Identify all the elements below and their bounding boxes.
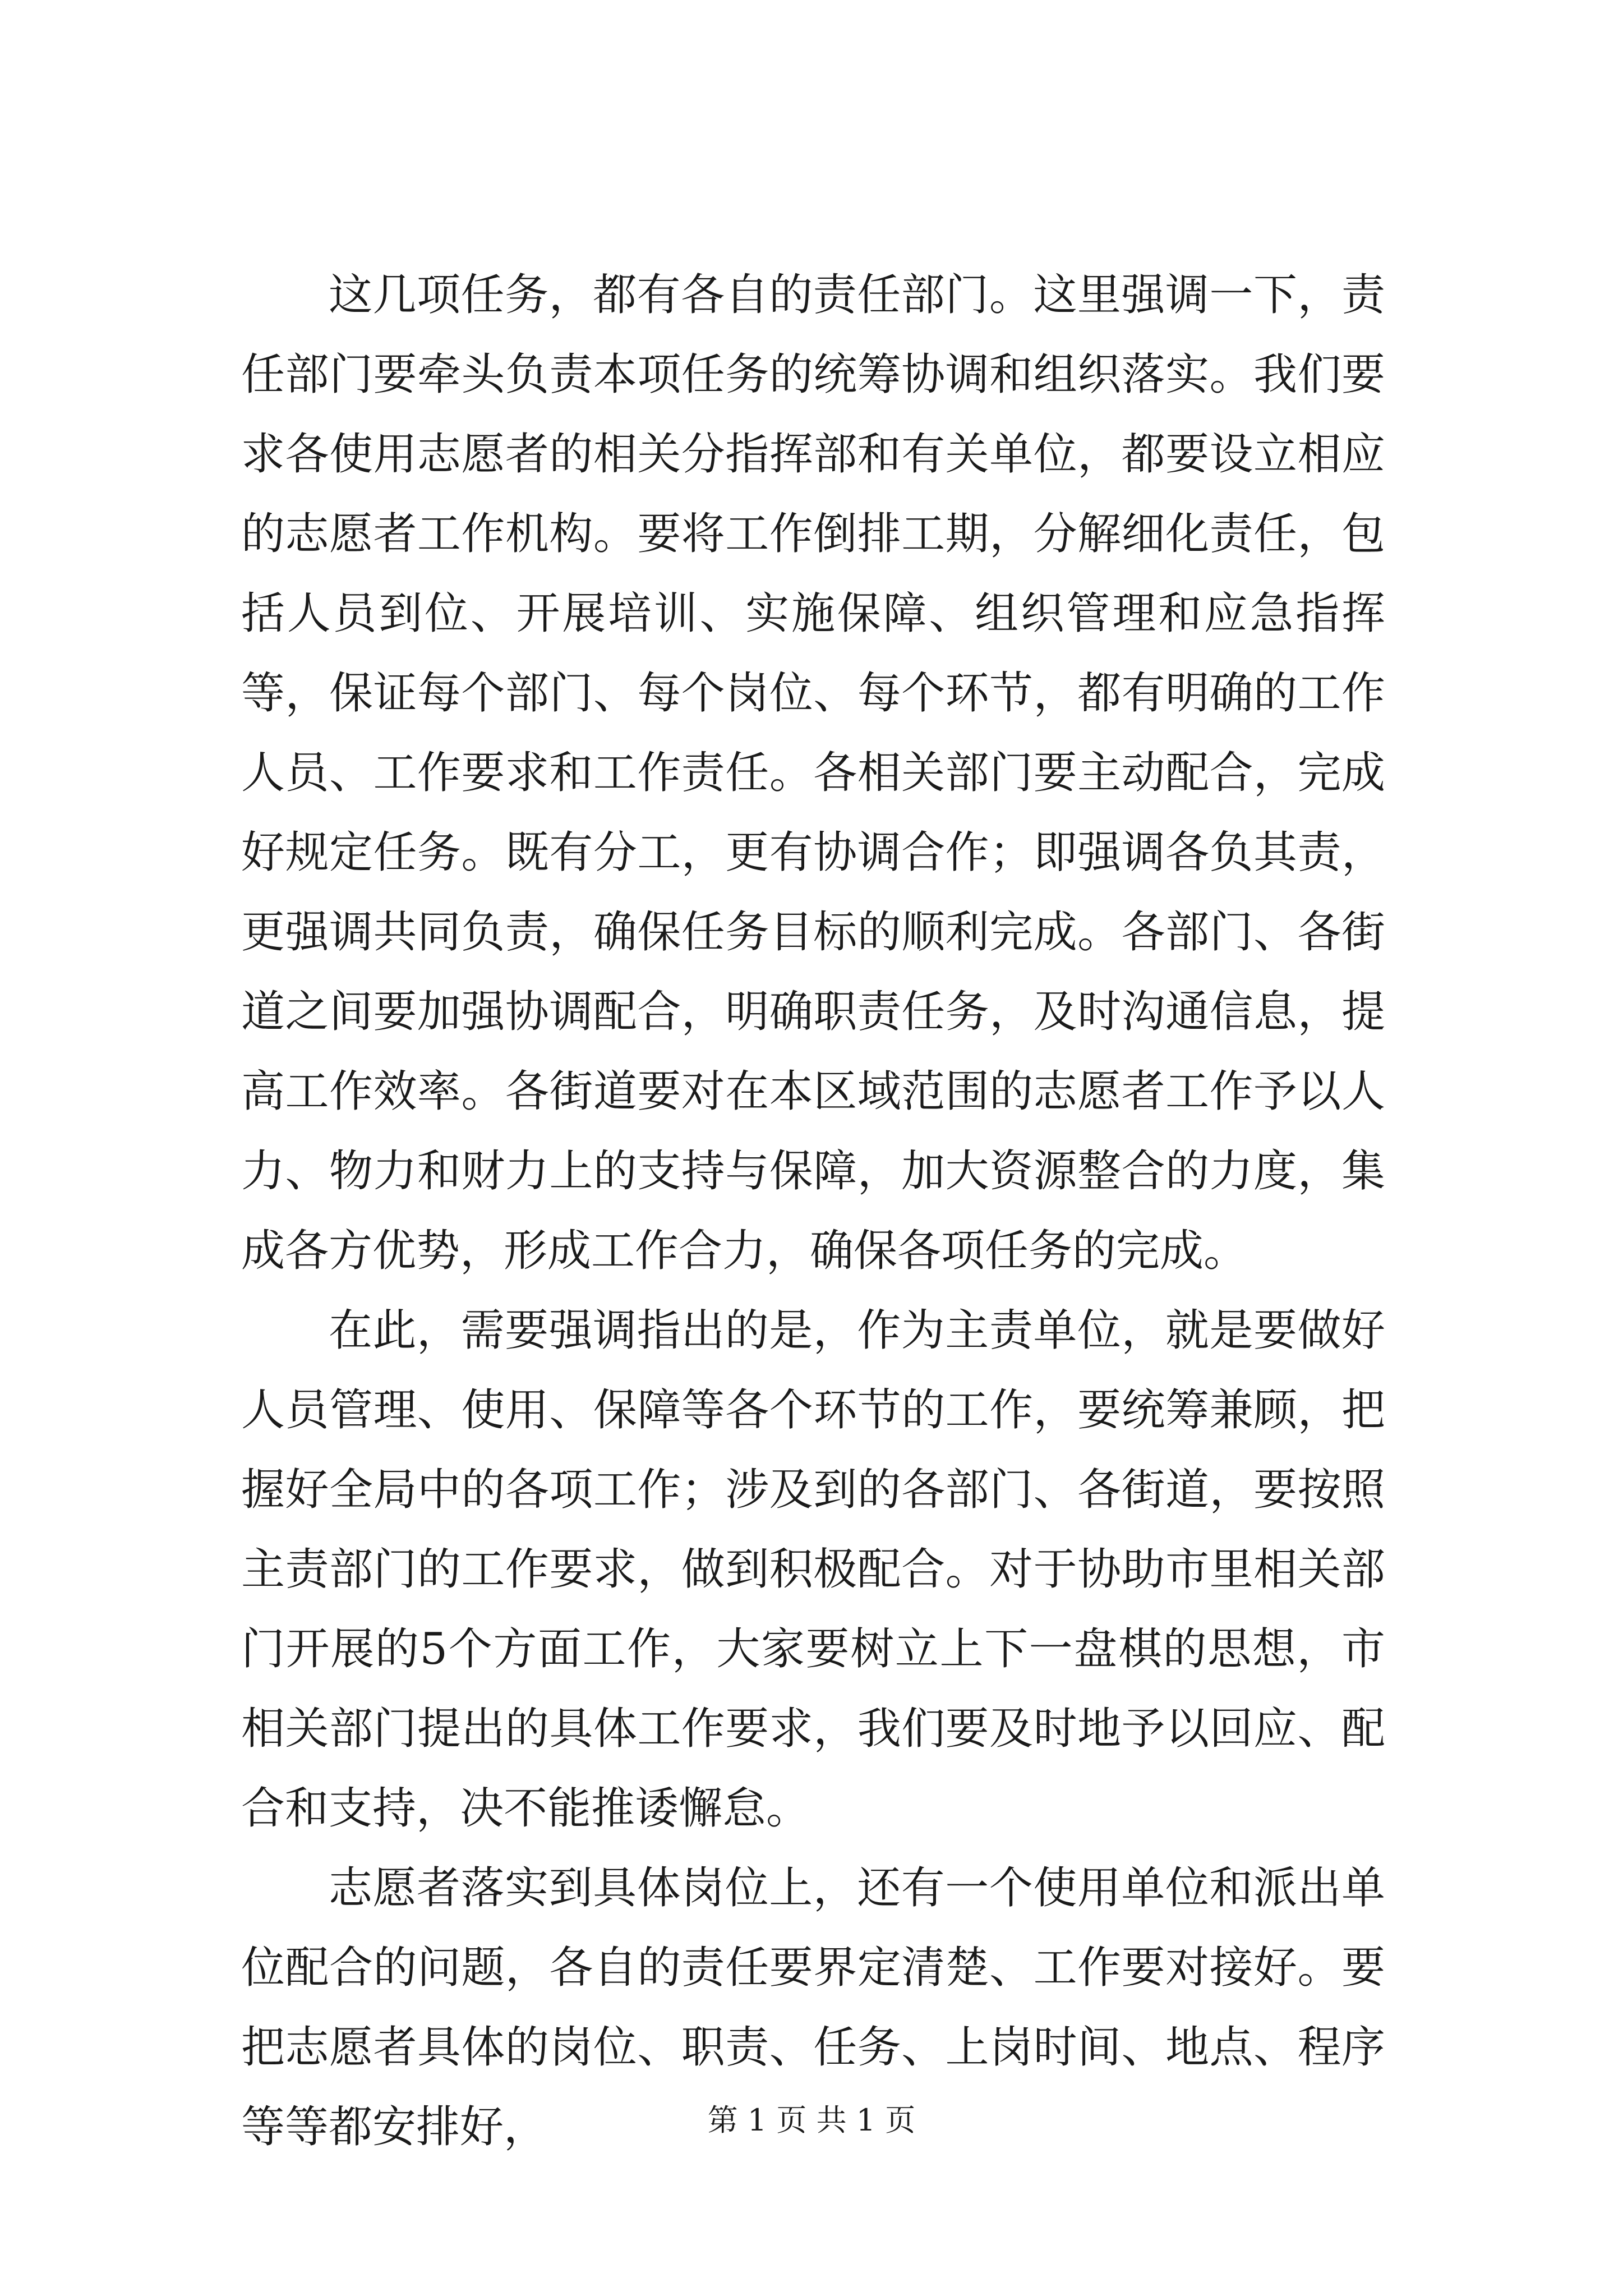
paragraph-2: 在此，需要强调指出的是，作为主责单位，就是要做好人员管理、使用、保障等各个环节的工作，要统筹兼顾，把握好全局中的各项工作；涉及到的各部门、各街道，要按照主责部门的工作要求，做到积极配合。对于协助市里相关部门开展的5个方面工作，大家要树立上下一盘棋的思想，市相关部门提出的具体工作要求，我们要及时地予以回应、配合和支持，决不能推诿懈怠。 [241, 1305, 1385, 1834]
paragraph-1: 这几项任务，都有各自的责任部门。这里强调一下，责任部门要牵头负责本项任务的统筹协调和组织落实。我们要求各使用志愿者的相关分指挥部和有关单位，都要设立相应的志愿者工作机构。要将工作倒排工期，分解细化责任，包括人员到位、开展培训、实施保障、组织管理和应急指挥等，保证每个部门、每个岗位、每个环节，都有明确的工作人员、工作要求和工作责任。各相关部门要主动配合，完成好规定任务。既有分工，更有协调合作；即强调各负其责，更强调共同负责，确保任务目标的顺利完成。各部门、各街道之间要加强协调配合，明确职责任务，及时沟通信息，提高工作效率。各街道要对在本区域范围的志愿者工作予以人力、物力和财力上的支持与保障，加大资源整合的力度，集成各方优势，形成工作合力，确保各项任务的完成。 [241, 270, 1385, 1276]
document-body [241, 255, 1385, 2167]
paragraph-3: 志愿者落实到具体岗位上，还有一个使用单位和派出单位配合的问题，各自的责任要界定清楚、工作要对接好。要把志愿者具体的岗位、职责、任务、上岗时间、地点、程序等等都安排好， [241, 1863, 1385, 2152]
page-footer: 第 1 页 共 1 页 [707, 2102, 916, 2138]
